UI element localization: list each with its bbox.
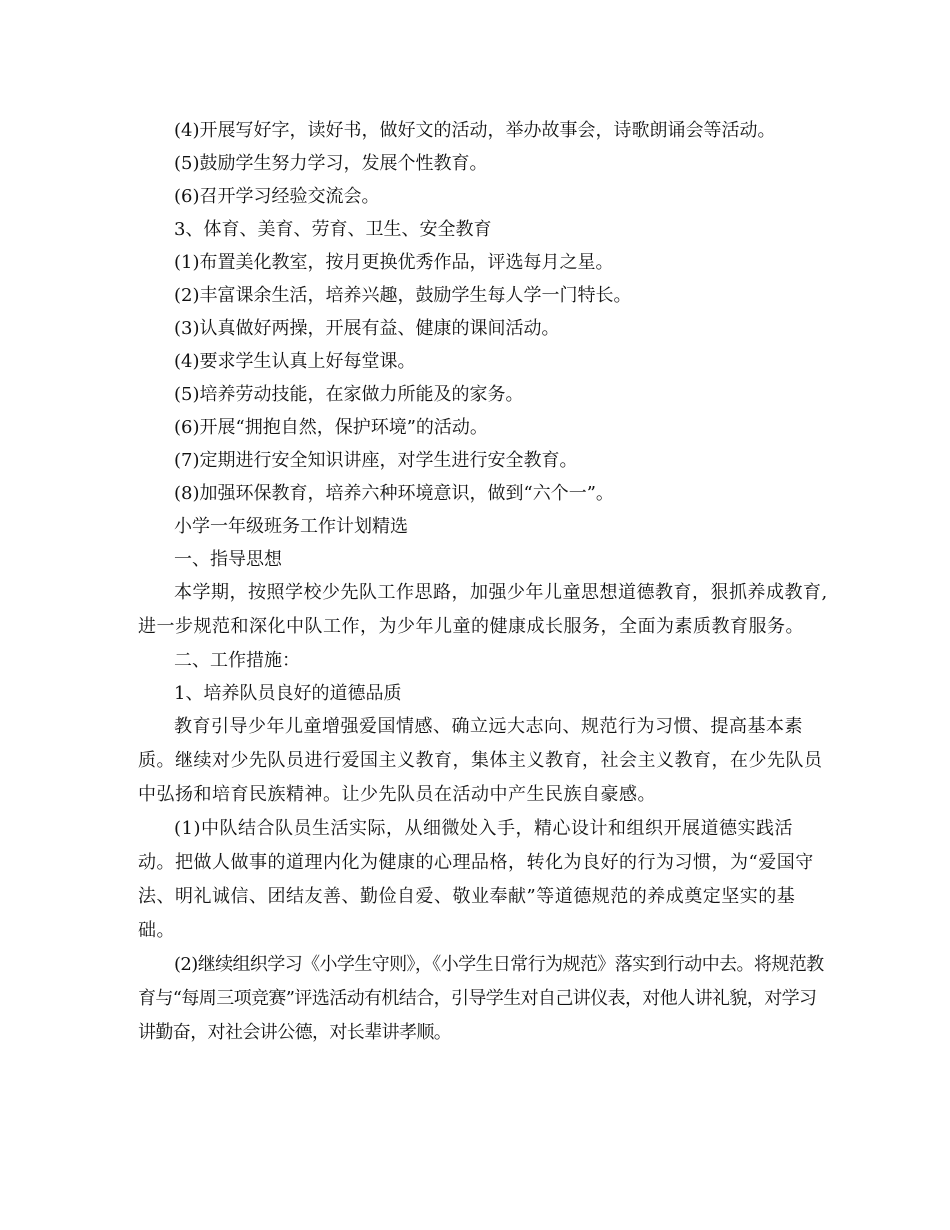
list-item: (6)召开学习经验交流会。 — [174, 186, 380, 207]
list-item: (5)鼓励学生努力学习，发展个性教育。 — [174, 153, 488, 174]
section-heading: 3、体育、美育、劳育、卫生、安全教育 — [174, 219, 492, 240]
paragraph-item-2: (2)继续组织学习《小学生守则》，《小学生日常行为规范》落实到行动中去。将规范教育与“每周三项竞赛”评选活动有机结合，引导学生对自己讲仪表，对他人讲礼貌，对学习讲勤奋，对社会讲公德，对长辈讲孝顺。 — [138, 954, 824, 1043]
list-item: (3)认真做好两操，开展有益、健康的课间活动。 — [174, 318, 560, 339]
list-item: (4)要求学生认真上好每堂课。 — [174, 351, 416, 372]
list-item: (8)加强环保教育，培养六种环境意识，做到“六个一”。 — [174, 483, 614, 504]
paragraph-item-1: (1)中队结合队员生活实际，从细微处入手，精心设计和组织开展道德实践活动。把做人做事的道理内化为健康的心理品格，转化为良好的行为习惯，为“爱国守法、明礼诚信、团结友善、勤俭自爱、敬业奉献”等道德规范的养成奠定坚实的基础。 — [138, 818, 814, 941]
list-item: (2)丰富课余生活，培养兴趣，鼓励学生每人学一门特长。 — [174, 285, 632, 306]
list-item: (7)定期进行安全知识讲座，对学生进行安全教育。 — [174, 450, 578, 471]
document-body — [138, 114, 828, 1050]
section-heading: 二、工作措施： — [174, 650, 300, 671]
document-title: 小学一年级班务工作计划精选 — [174, 516, 408, 537]
list-item: (5)培养劳动技能，在家做力所能及的家务。 — [174, 384, 524, 405]
list-item: (4)开展写好字，读好书，做好文的活动，举办故事会，诗歌朗诵会等活动。 — [174, 120, 776, 141]
subsection-heading: 1、培养队员良好的道德品质 — [174, 683, 402, 704]
list-item: (1)布置美化教室，按月更换优秀作品，评选每月之星。 — [174, 252, 614, 273]
paragraph-guiding-thought: 本学期，按照学校少先队工作思路，加强少年儿童思想道德教育，狠抓养成教育,进一步规范和深化中队工作，为少年儿童的健康成长服务，全面为素质教育服务。 — [138, 582, 828, 637]
list-item: (6)开展“拥抱自然，保护环境”的活动。 — [174, 417, 488, 438]
paragraph-moral-education: 教育引导少年儿童增强爱国情感、确立远大志向、规范行为习惯、提高基本素质。继续对少先队员进行爱国主义教育，集体主义教育，社会主义教育，在少先队员中弘扬和培育民族精神。让少先队员在活动中产生民族自豪感。 — [138, 716, 823, 805]
section-heading: 一、指导思想 — [174, 549, 282, 570]
